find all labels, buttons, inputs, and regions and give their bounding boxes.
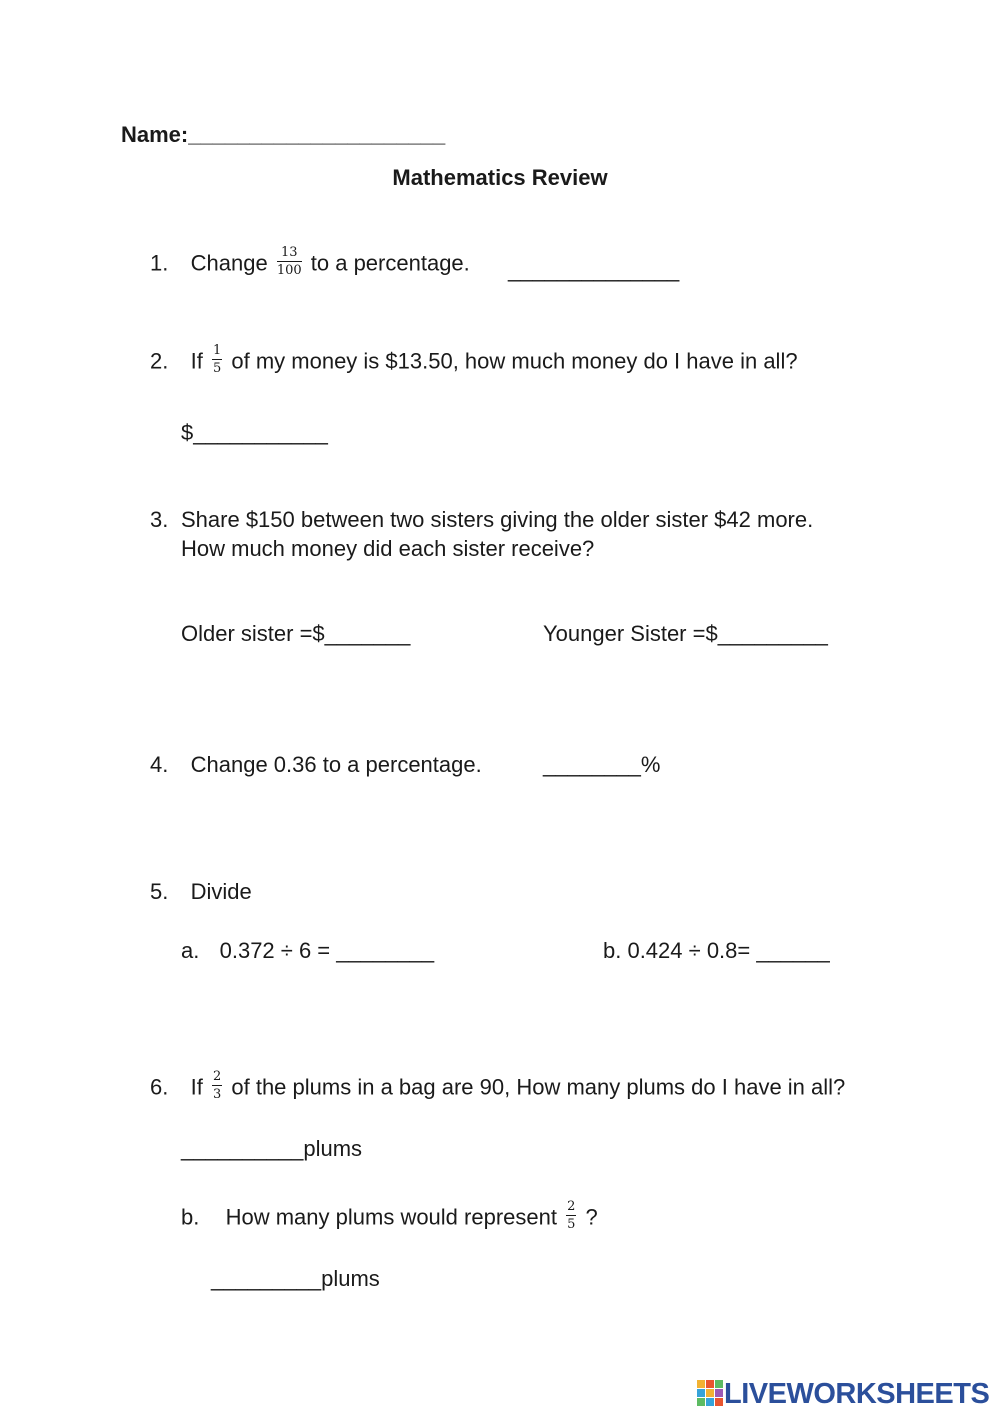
question-number: 4. [150,752,169,777]
answer-blank-5b[interactable]: b. 0.424 ÷ 0.8= ______ [603,938,830,963]
answer-blank-younger-sister[interactable]: Younger Sister =$_________ [543,621,828,646]
question-3 [150,509,168,531]
fraction-2-3 [212,1070,222,1101]
question-text: If [190,348,203,374]
question-text: ? [585,1204,598,1230]
question-number: 6. [150,1074,169,1100]
fraction-numerator: 2 [212,1069,222,1084]
answer-blank-4[interactable]: ________% [543,752,661,777]
question-2 [150,343,798,378]
question-text: Change 0.36 to a percentage. [190,752,482,777]
question-text: If [190,1074,203,1100]
question-number: 1. [150,250,169,276]
question-3-line-1: Share $150 between two sisters giving the older sister $42 more. [181,507,814,532]
question-number: 2. [150,348,169,374]
answer-blank-6b[interactable]: _________plums [211,1266,380,1291]
answer-blank-6[interactable]: __________plums [181,1136,363,1161]
fraction-2-5 [566,1200,576,1231]
question-1 [150,245,470,280]
fraction-denominator: 5 [212,361,222,376]
question-text: Change [190,250,268,276]
question-text: Divide [190,879,252,904]
question-6 [150,1069,846,1104]
part-label: a. [181,938,200,963]
fraction-1-5 [212,344,222,375]
fraction-13-100 [277,246,302,277]
logo-text: LIVEWORKSHEETS [724,1378,990,1410]
answer-blank-2[interactable]: $___________ [181,420,328,445]
question-text: of the plums in a bag are 90, How many plums do I have in all? [231,1074,846,1100]
question-6b [181,1199,598,1234]
fraction-numerator: 13 [277,246,302,262]
question-text: to a percentage. [310,250,470,276]
question-4 [150,754,482,776]
question-5a [181,940,434,962]
question-text: How many plums would represent [225,1204,557,1230]
part-label: b. [181,1204,200,1230]
answer-blank-5a[interactable]: 0.372 ÷ 6 = ________ [219,938,435,963]
answer-blank-older-sister[interactable]: Older sister =$_______ [181,621,411,646]
question-number: 3. [150,507,169,532]
fraction-denominator: 5 [567,1217,576,1232]
fraction-denominator: 3 [212,1087,222,1102]
fraction-numerator: 2 [567,1199,576,1214]
question-5 [150,881,252,903]
fraction-numerator: 1 [212,343,222,358]
page-title: Mathematics Review [392,165,608,190]
answer-blank-1[interactable]: ______________ [508,257,680,282]
question-3-line-2: How much money did each sister receive? [181,536,595,561]
question-number: 5. [150,879,169,904]
question-text: of my money is $13.50, how much money do I have in all? [231,348,798,374]
name-field[interactable]: Name:_____________________ [121,122,446,147]
liveworksheets-logo-icon [697,1380,723,1406]
fraction-denominator: 100 [276,263,302,278]
